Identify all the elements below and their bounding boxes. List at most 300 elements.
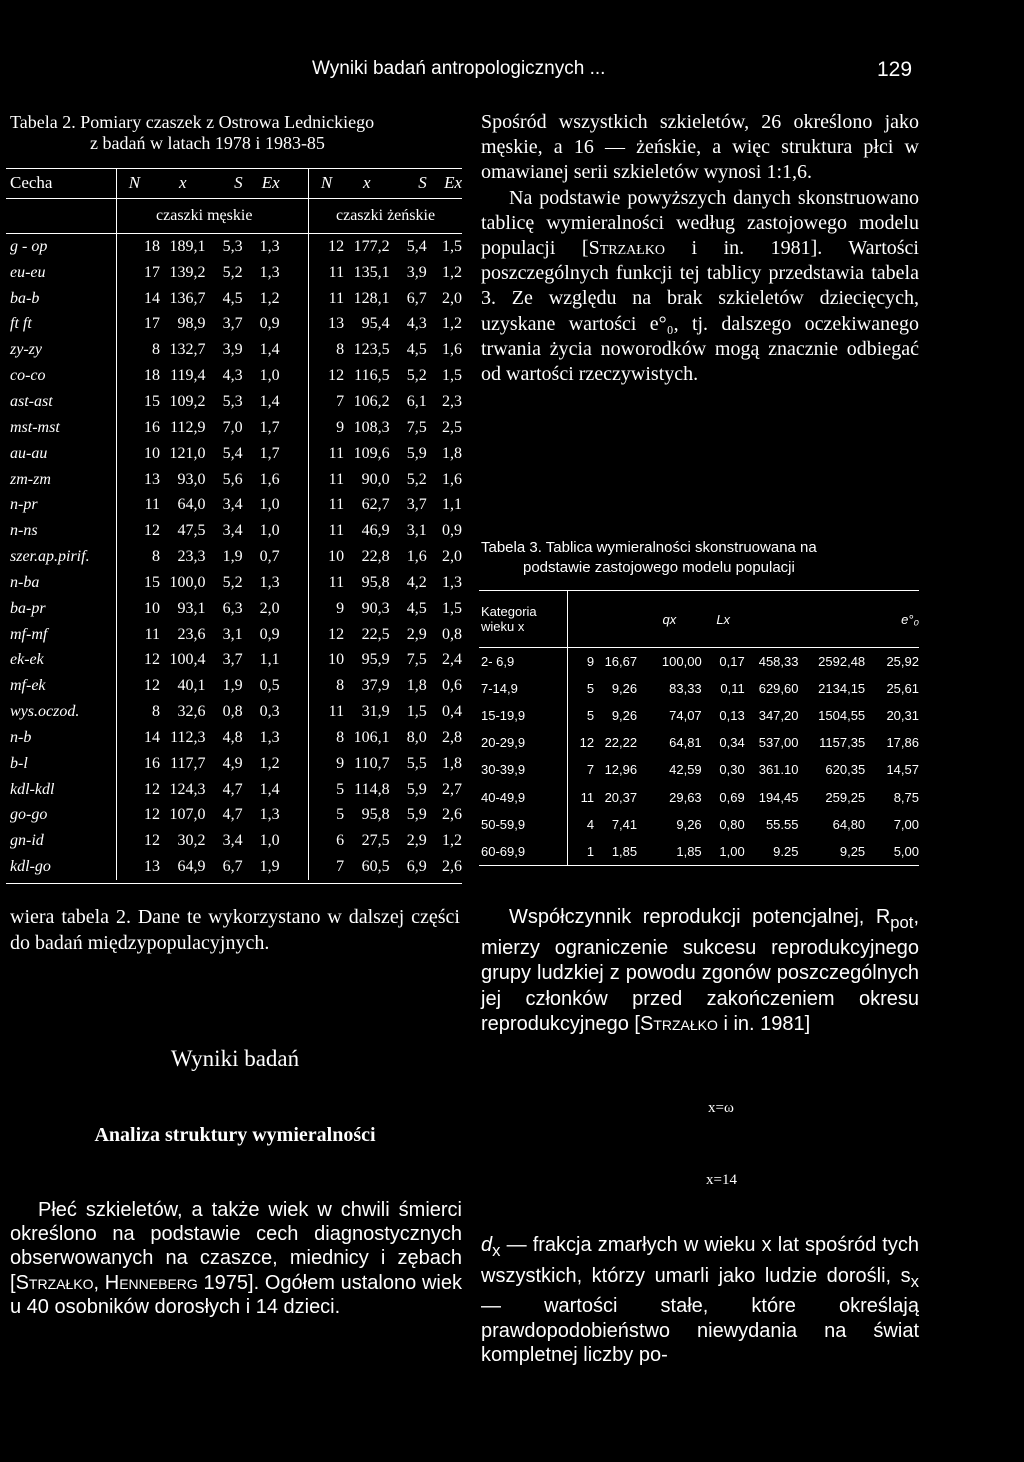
table2-cell-s2: 8,0 [406,728,427,746]
table2-col-n: N [129,168,160,199]
formula-upper-limit: x=ω [708,1100,734,1116]
table2-cell-ex: 2,0 [259,599,280,617]
table2-cell-cecha: n-b [6,725,117,751]
table2-cell-n: 12 [143,651,160,669]
table2-cell-n: 17 [143,263,160,281]
lower-left-text [10,905,460,956]
table2-cell-x: 136,7 [169,289,206,307]
table3-cell-a: 9 [586,654,595,670]
table2-cell-s: 0,8 [222,703,243,721]
table3-cell-a: 1 [568,838,594,866]
table2-cell-ex: 1,3 [259,728,280,746]
table2-cell-n2: 8 [336,728,345,746]
table2-cell-n2: 9 [336,418,345,436]
table2-cell-ex2: 2,6 [442,806,462,824]
table2-row [6,828,462,854]
table2-cell-cecha: gn-id [6,828,117,854]
table3 [479,590,919,866]
table2-cell-ex2: 1,2 [442,263,462,281]
table2-cell-s: 3,9 [222,341,243,359]
table2-cell-s2: 6,9 [406,858,427,876]
table2-cell-x2: 95,8 [361,573,390,591]
table2-cell-ex2: 1,2 [442,315,462,333]
table2-cell-ex2: 2,7 [442,780,462,798]
table2-cell-n2: 10 [328,651,345,669]
table2-cell-ex2: 1,1 [442,496,462,514]
table2-cell-x2: 31,9 [361,703,390,721]
table3-cell-b: 22,22 [604,735,638,751]
table2-cell-ex2: 1,3 [442,573,462,591]
table2-cell-ex2: 1,5 [442,237,462,255]
table2-cell-n2: 11 [328,289,345,307]
table2-cell-n: 12 [143,677,160,695]
table2-cell-s: 3,4 [222,832,243,850]
table2-cell-s2: 2,9 [406,625,427,643]
subsection-title: Analiza struktury wymieralności [94,1124,376,1146]
table2-cell-s2: 5,5 [406,754,427,772]
table2-cell-s2: 5,2 [406,470,427,488]
table2-cell-n: 8 [151,341,160,359]
table3-cell-e: 537,00 [758,735,799,751]
table2-cell-s: 4,9 [222,754,243,772]
table2-cell-ex: 1,3 [259,573,280,591]
table2-cell-s: 7,0 [222,418,243,436]
table2-cell-cecha: szer.ap.pirif. [6,544,117,570]
table2-cell-n2: 11 [328,496,345,514]
table2-cell-s: 4,7 [222,806,243,824]
table2-cell-s: 5,2 [222,573,243,591]
table2-cell-ex: 1,7 [259,418,280,436]
table2-row [6,312,462,338]
table3-cell-e: 55.55 [765,816,799,832]
table3-cell-g: 25,61 [886,681,919,697]
table2-row [6,854,462,880]
table2-cell-ex2: 2,6 [442,858,462,876]
table2-cell-n2: 9 [336,754,345,772]
table2-cell-x2: 22,8 [361,548,390,566]
table2-cell-n2: 11 [328,470,345,488]
table3-cell-b: 7,41 [611,816,638,832]
table2-cell-ex: 1,3 [259,237,280,255]
table2-cell-s: 4,3 [222,367,243,385]
table2-cell-x: 93,0 [177,470,206,488]
table2-cell-s: 5,6 [222,470,243,488]
table2-cell-s2: 4,3 [406,315,427,333]
table3-cell-d: 0,69 [719,789,745,805]
table2-cell-n: 10 [143,599,160,617]
table2-cell-ex: 0,9 [259,625,280,643]
table2-cell-ex: 1,9 [259,858,280,876]
table2-cell-cecha: kdl-kdl [6,777,117,803]
table2-cell-x: 112,3 [170,728,206,746]
table3-cell-g: 20,31 [886,708,919,724]
table2-cell-s: 3,4 [222,522,243,540]
table3-cell-d: 0,80 [719,816,745,832]
table2-cell-s2: 3,1 [406,522,427,540]
table2-cell-s2: 5,9 [406,806,427,824]
table2-cell-n2: 5 [336,806,345,824]
table2-cell-n2: 13 [328,315,345,333]
table2-cell-x2: 60,5 [361,858,390,876]
table2-cell-cecha: zy-zy [6,337,117,363]
table3-cell-d: 0,13 [719,708,745,724]
table2-cell-x2: 37,9 [361,677,390,695]
table2-cell-cecha: go-go [6,803,117,829]
table2-cell-cecha: wys.oczod. [6,699,117,725]
table3-cell-g: 7,00 [893,816,919,832]
table3-cell-c: 100,00 [661,654,702,670]
table2-cell-cecha: au-au [6,441,117,467]
table3-cell-c: 64,81 [669,735,702,751]
table2-caption-line1: Tabela 2. Pomiary czaszek z Ostrowa Lednickiego [10,112,375,132]
table2-cell-n: 15 [143,573,160,591]
table2-cell-ex2: 0,6 [442,677,462,695]
table2-cell-ex: 1,6 [259,470,280,488]
table2-cell-ex: 1,4 [259,392,280,410]
table2-cell-s2: 5,9 [406,780,427,798]
table2-caption-line2: z badań w latach 1978 i 1983-85 [90,133,325,153]
table2-row [6,363,462,389]
table2-row [6,234,462,260]
paragraph-table2-usage: wiera tabela 2. Dane te wykorzystano w dalszej części do badań międzypopulacyjnych. [10,906,460,954]
table2-cell-n2: 7 [336,392,345,410]
table2-cell-x2: 90,3 [361,599,390,617]
table2-cell-x2: 109,6 [353,444,390,462]
table2-cell-ex2: 1,6 [442,341,462,359]
table2-cell-n: 10 [143,444,160,462]
table2-col-ex2: Ex [427,168,462,199]
table2-cell-cecha: mf-ek [6,673,117,699]
table2-cell-s: 5,3 [222,237,243,255]
table2-cell-x: 100,0 [169,573,206,591]
table3-cell-k: 15-19,9 [479,702,568,729]
table2-cell-s2: 5,2 [406,367,427,385]
citation-henneberg: Henneberg [104,1271,198,1294]
paragraph-sex-age: Płeć szkieletów, a także wiek w chwili śmierci określono na podstawie cech diagnostycznych obserwowanych na czaszce, miednicy i zębach [Strzałko, Henneberg 1975]. Ogółem ustalono wiek u 40 osobników dorosłych i 14 dzieci. [10,1199,462,1318]
table2-cell-cecha: n-ba [6,570,117,596]
lower-left-paragraph [10,1198,462,1319]
table2-cell-x: 98,9 [177,315,206,333]
table2-row [6,389,462,415]
table2-cell-x2: 135,1 [353,263,390,281]
table2-cell-s2: 1,5 [406,703,427,721]
table2-cell-s2: 3,9 [406,263,427,281]
table2-caption [10,112,455,154]
table2-cell-x2: 27,5 [361,832,390,850]
table3-col-lx: Lx [702,591,745,648]
table2-cell-ex: 1,2 [259,754,280,772]
table2-cell-x2: 108,3 [353,418,390,436]
table2-cell-x: 132,7 [169,341,206,359]
table2-cell-n2: 10 [328,548,345,566]
table2-cell-x2: 90,0 [361,470,390,488]
table2-cell-ex2: 1,6 [442,470,462,488]
table2-cell-x: 112,9 [170,418,206,436]
table2 [6,168,462,880]
table3-row [479,702,919,729]
table2-cell-s: 3,4 [222,496,243,514]
table3-cell-d: 0,30 [719,762,745,778]
table3-row [479,838,919,866]
table2-cell-ex2: 1,8 [442,444,462,462]
table2-row [6,673,462,699]
table2-cell-n: 11 [144,496,160,514]
table2-cell-s2: 1,8 [406,677,427,695]
table2-cell-x: 121,0 [169,444,206,462]
table3-cell-e: 361.10 [758,762,799,778]
table2-cell-s2: 4,5 [406,341,427,359]
table3-cell-f: 1504,55 [818,708,866,724]
table2-cell-cecha: g - op [6,234,117,260]
table3-cell-e: 458,33 [758,654,799,670]
table2-row [6,699,462,725]
table2-cell-cecha: co-co [6,363,117,389]
lower-right-definitions [481,1233,919,1368]
table2-cell-n2: 7 [336,858,345,876]
table2-cell-ex: 1,0 [259,367,280,385]
table2-cell-s: 6,7 [222,858,243,876]
table2-cell-ex2: 0,4 [442,703,462,721]
table2-col-x: x [160,168,205,199]
table2-row [6,518,462,544]
table2-cell-n2: 11 [328,444,345,462]
section-title: Wyniki badań [170,1046,300,1071]
table2-header-row [6,168,462,199]
table2-cell-ex: 1,0 [259,832,280,850]
table3-cell-b: 12,96 [604,762,638,778]
table2-cell-ex: 1,0 [259,496,280,514]
table2-cell-ex2: 2,0 [442,548,462,566]
table2-cell-n: 12 [143,806,160,824]
table3-cell-b: 9,26 [611,681,638,697]
table2-cell-ex: 0,7 [259,548,280,566]
table2-cell-ex: 0,5 [259,677,280,695]
table2-cell-n2: 8 [336,677,345,695]
table2-row [6,492,462,518]
table2-cell-n: 8 [151,548,160,566]
table2-cell-ex: 1,3 [259,806,280,824]
table2-cell-cecha: ba-b [6,286,117,312]
table2-group-male: czaszki męskie [129,199,280,234]
table2-cell-s2: 7,5 [406,651,427,669]
table3-col-kategoria: Kategoria wieku x [479,591,568,648]
table2-cell-x: 100,4 [169,651,206,669]
table2-cell-n: 12 [143,832,160,850]
table2-cell-s2: 1,6 [406,548,427,566]
table3-cell-a: 5 [586,708,595,724]
table2-cell-x2: 123,5 [353,341,390,359]
table2-cell-x2: 106,1 [353,728,390,746]
table2-cell-s: 3,7 [222,651,243,669]
table2-cell-ex2: 1,8 [442,754,462,772]
table2-row [6,777,462,803]
table2-row [6,441,462,467]
table2-group-row [6,199,462,234]
table2-cell-cecha: ba-pr [6,596,117,622]
table2-cell-s2: 5,4 [406,237,427,255]
table2-cell-n2: 12 [328,237,345,255]
table2-cell-s: 5,4 [222,444,243,462]
table3-row [479,648,919,676]
table2-cell-x2: 116,5 [354,367,390,385]
table2-cell-s: 6,3 [222,599,243,617]
table2-cell-n2: 12 [328,625,345,643]
table2-row [6,648,462,674]
citation-strzalko: Strzałko [15,1271,94,1294]
table2-cell-cecha: ft ft [6,312,117,338]
running-title: Wyniki badań antropologicznych ... [312,58,606,79]
table3-cell-c: 83,33 [669,681,702,697]
table3-cell-c: 29,63 [669,789,702,805]
table2-cell-n: 13 [143,858,160,876]
table2-row [6,544,462,570]
table2-cell-n: 8 [151,703,160,721]
table2-cell-s: 3,7 [222,315,243,333]
table3-cell-c: 74,07 [669,708,702,724]
table3-cell-f: 9,25 [798,838,865,866]
table2-cell-n: 16 [143,754,160,772]
formula-lower-limit: x=14 [706,1172,737,1188]
table2-cell-cecha: mf-mf [6,622,117,648]
table2-row [6,337,462,363]
table3-cell-d: 0,17 [719,654,745,670]
citation-strzalko: Strzałko [588,237,666,260]
table2-cell-n: 14 [143,728,160,746]
table3-cell-b: 16,67 [604,654,638,670]
table2-cell-x2: 95,8 [361,806,390,824]
table2-cell-x: 189,1 [169,237,206,255]
table2-cell-ex: 1,4 [259,780,280,798]
table2-row [6,622,462,648]
table3-cell-e: 9.25 [745,838,799,866]
table3-row [479,729,919,756]
table2-cell-ex: 1,1 [259,651,280,669]
table3-cell-c: 42,59 [669,762,702,778]
table2-col-ex: Ex [243,168,280,199]
table3-caption-line1: Tabela 3. Tablica wymieralności skonstruowana na [481,539,817,556]
table2-cell-x: 64,0 [177,496,206,514]
table3-cell-g: 14,57 [886,762,919,778]
table2-col-cecha: Cecha [6,168,117,199]
table2-cell-x: 23,6 [177,625,206,643]
table3-cell-a: 11 [580,789,595,805]
table3-cell-f: 259,25 [825,789,866,805]
table3-cell-a: 4 [586,816,595,832]
lower-right-text [481,905,919,1038]
table2-cell-s2: 6,1 [406,392,427,410]
table3-cell-d: 1,00 [702,838,745,866]
table2-col-s: S [205,168,242,199]
table2-cell-n: 12 [143,522,160,540]
table2-cell-x: 117,7 [170,754,206,772]
table2-cell-cecha: n-pr [6,492,117,518]
table2-group-female: czaszki żeńskie [309,199,462,234]
table3-cell-f: 2134,15 [818,681,866,697]
table2-cell-x: 30,2 [177,832,206,850]
table2-row [6,467,462,493]
table2-cell-ex2: 2,0 [442,289,462,307]
table2-cell-s: 4,8 [222,728,243,746]
table2-cell-s2: 3,7 [406,496,427,514]
table3-cell-b: 9,26 [611,708,638,724]
table2-cell-ex2: 0,9 [442,522,462,540]
table3-cell-k: 40-49,9 [479,783,568,810]
table2-cell-n: 13 [143,470,160,488]
table3-caption [481,538,921,578]
table3-cell-b: 1,85 [594,838,637,866]
table2-row [6,570,462,596]
table3-row [479,783,919,810]
table3-cell-e: 629,60 [758,681,799,697]
table2-bottom-rule [6,883,462,884]
table2-cell-x2: 128,1 [353,289,390,307]
table3-cell-a: 5 [586,681,595,697]
table2-cell-x: 47,5 [177,522,206,540]
table2-cell-x: 23,3 [177,548,206,566]
table2-cell-s2: 7,5 [406,418,427,436]
table2-row [6,751,462,777]
table2-cell-x: 64,9 [177,858,206,876]
table2-cell-n: 14 [143,289,160,307]
table2-cell-n: 12 [143,780,160,798]
table2-cell-n2: 5 [336,780,345,798]
symbol-e0: °₀ [658,312,674,335]
table3-cell-k: 20-29,9 [479,729,568,756]
table2-cell-n2: 11 [328,263,345,281]
table2-cell-cecha: eu-eu [6,260,117,286]
table2-cell-s: 4,7 [222,780,243,798]
table2-cell-cecha: zm-zm [6,467,117,493]
table2-cell-n2: 11 [328,573,345,591]
table2-cell-x2: 177,2 [353,237,390,255]
table2-cell-x2: 95,9 [361,651,390,669]
table2-row [6,286,462,312]
table2-cell-s: 5,2 [222,263,243,281]
paragraph-mortality-table: Na podstawie powyższych danych skonstruowano tablicę wymieralności według zastojowego modelu populacji [Strzałko i in. 1981]. Wartości poszczególnych funkcji tej tablicy przedstawia tabela 3. Ze względu na brak szkieletów dziecięcych, uzyskane wartości e°₀, tj. dalszego oczekiwanego trwania życia noworodków mogą znacznie odbiegać od wartości rzeczywistych. [481,186,920,386]
table2-cell-x2: 22,5 [361,625,390,643]
table2-cell-s: 1,9 [222,677,243,695]
table3-caption-line2: podstawie zastojowego modelu populacji [523,559,795,576]
table2-cell-x2: 62,7 [361,496,390,514]
table3-col-qx: qx [637,591,702,648]
table2-cell-n2: 11 [328,703,345,721]
table3-header-row [479,591,919,648]
table2-cell-n: 17 [143,315,160,333]
table3-col-e0: e°₀ [865,591,919,648]
table2-cell-x: 107,0 [169,806,206,824]
table2-cell-n: 15 [143,392,160,410]
table2-cell-s: 4,5 [222,289,243,307]
paragraph-definitions: $d_x$ — frakcja zmarłych w wieku x lat spośród tych wszystkich, którzy umarli jako ludzie dorośli, $s_x$ — wartości stałe, które określają prawdopodobieństwo niewydania na świat kompletnej liczby po- [481,1234,919,1366]
table2-cell-s: 5,3 [222,392,243,410]
table2-cell-cecha: kdl-go [6,854,117,880]
table3-cell-g: 8,75 [893,789,919,805]
table2-cell-x: 40,1 [177,677,206,695]
table2-cell-ex: 1,2 [259,289,280,307]
table3-cell-k: 7-14,9 [479,675,568,702]
table2-cell-x2: 110,7 [354,754,390,772]
table2-cell-n: 11 [144,625,160,643]
table2-cell-s2: 5,9 [406,444,427,462]
table3-cell-g: 17,86 [886,735,919,751]
table2-cell-s2: 6,7 [406,289,427,307]
table2-row [6,415,462,441]
table2-cell-n2: 12 [328,367,345,385]
table2-cell-ex: 1,3 [259,263,280,281]
table3-cell-d: 0,34 [719,735,745,751]
table2-cell-n: 16 [143,418,160,436]
table3-cell-f: 620,35 [825,762,866,778]
